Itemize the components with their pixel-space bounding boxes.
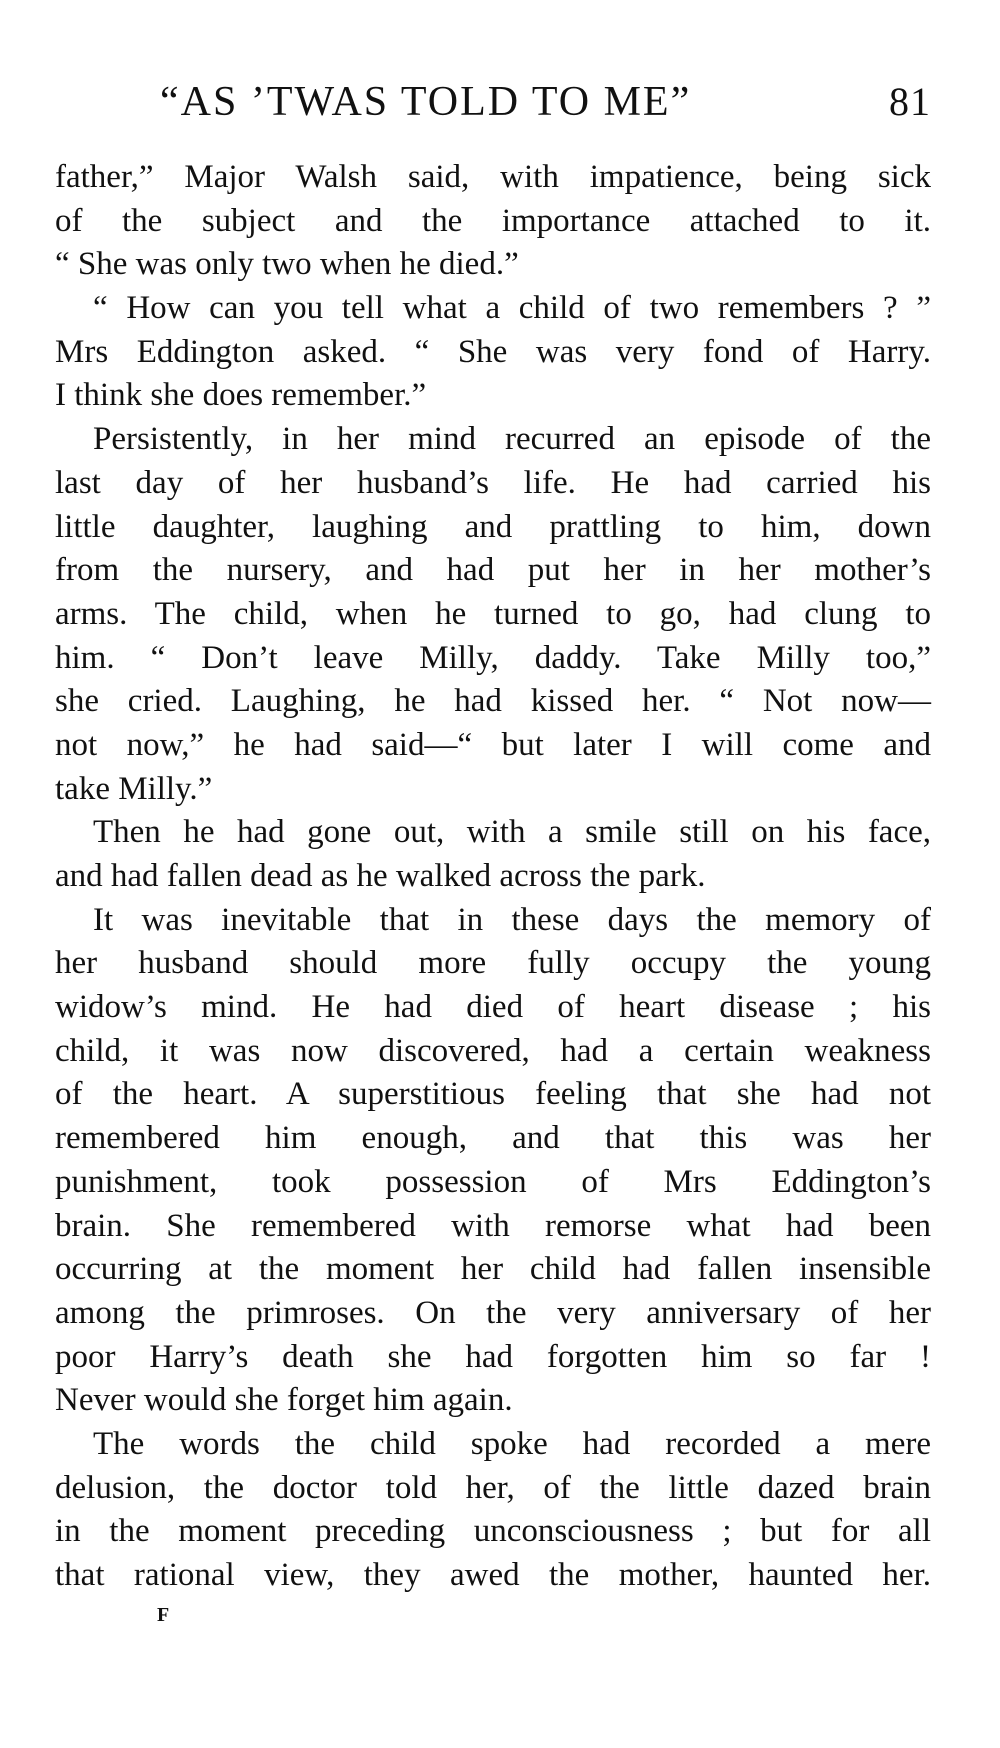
text-line: occurring at the moment her child had fallen insensible xyxy=(55,1251,931,1288)
text-line: “ She was only two when he died.” xyxy=(55,246,519,283)
text-line: brain. She remembered with remorse what had been xyxy=(55,1207,931,1244)
text-line: remembered him enough, and that this was her xyxy=(55,1120,931,1157)
text-line: delusion, the doctor told her, of the little dazed brain xyxy=(55,1469,931,1506)
text-line: among the primroses. On the very anniversary of her xyxy=(55,1294,931,1331)
text-line: and had fallen dead as he walked across the park. xyxy=(55,858,706,894)
body-text xyxy=(55,156,931,1598)
text-line: him. “ Don’t leave Milly, daddy. Take Milly too,” xyxy=(55,639,931,676)
text-line: child, it was now discovered, had a certain weakness xyxy=(55,1032,931,1069)
text-line: of the heart. A superstitious feeling that she had not xyxy=(55,1076,931,1113)
text-line: It was inevitable that in these days the memory of xyxy=(93,901,931,938)
text-line: Then he had gone out, with a smile still on his face, xyxy=(93,814,931,851)
text-line: The words the child spoke had recorded a mere xyxy=(93,1425,931,1462)
text-line: poor Harry’s death she had forgotten him so far ! xyxy=(55,1338,931,1375)
text-line: I think she does remember.” xyxy=(55,377,427,414)
running-title: “AS ’TWAS TOLD TO ME” xyxy=(160,79,692,125)
text-line: father,” Major Walsh said, with impatience, being sick xyxy=(55,159,931,195)
text-line: little daughter, laughing and prattling to him, down xyxy=(55,508,931,545)
text-line: of the subject and the importance attached to it. xyxy=(55,202,931,239)
text-line: take Milly.” xyxy=(55,770,213,807)
text-line: her husband should more fully occupy the young xyxy=(55,945,931,982)
text-line: Mrs Eddington asked. “ She was very fond of Harry. xyxy=(55,333,931,370)
text-line: from the nursery, and had put her in her mother’s xyxy=(55,552,931,589)
text-line: last day of her husband’s life. He had carried his xyxy=(55,464,931,501)
text-line: in the moment preceding unconsciousness ; but for all xyxy=(55,1513,931,1550)
text-line: “ How can you tell what a child of two remembers ? ” xyxy=(93,290,931,327)
running-head xyxy=(55,78,931,128)
text-line: she cried. Laughing, he had kissed her. “ Not now— xyxy=(55,683,931,720)
page-number: 81 xyxy=(889,79,931,124)
text-line: punishment, took possession of Mrs Eddington’s xyxy=(55,1163,931,1200)
text-line: Persistently, in her mind recurred an episode of the xyxy=(93,421,931,458)
text-line: Never would she forget him again. xyxy=(55,1382,513,1419)
signature-mark: F xyxy=(157,1604,171,1626)
text-line: not now,” he had said—“ but later I will come and xyxy=(55,726,931,763)
text-line: widow’s mind. He had died of heart disease ; his xyxy=(55,989,931,1026)
text-line: arms. The child, when he turned to go, had clung to xyxy=(55,595,931,632)
text-line: that rational view, they awed the mother, haunted her. xyxy=(55,1557,931,1593)
